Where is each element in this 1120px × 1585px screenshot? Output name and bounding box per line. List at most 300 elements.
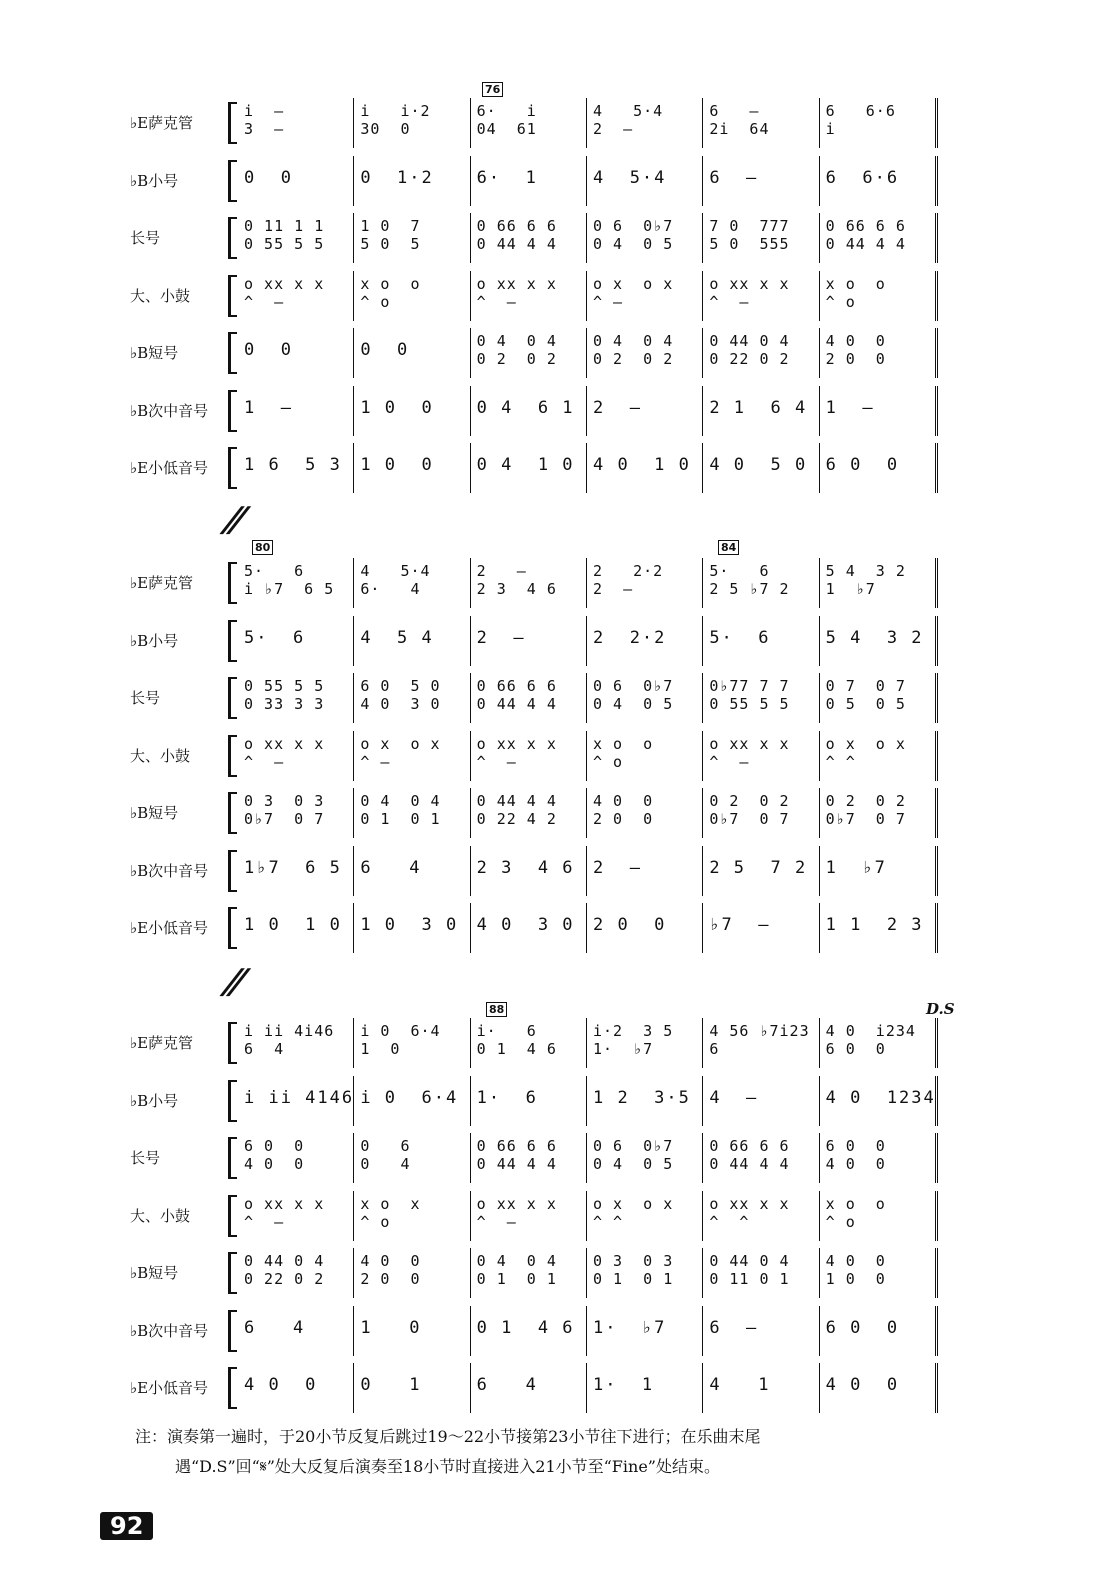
stave-bracket: [228, 792, 237, 834]
instrument-label: ♭E萨克管: [130, 574, 194, 592]
notation-lower: 04 61: [476, 120, 537, 138]
measure: [703, 386, 819, 436]
notation-upper: 0 66 6 6: [476, 677, 557, 695]
measure: [238, 1076, 354, 1126]
measure: [587, 156, 703, 206]
notation-upper: 0 6 0♭7: [592, 1137, 674, 1155]
measure-row: [238, 386, 938, 436]
measure: [238, 328, 354, 378]
stave-bracket: [228, 1195, 237, 1237]
measure: [354, 443, 470, 493]
stave-tuba: [120, 443, 950, 493]
stave-bracket: [228, 102, 237, 144]
measure: [238, 673, 354, 723]
notation-upper: 0 66 6 6: [709, 1137, 790, 1155]
notation-lower: 6: [709, 1040, 720, 1058]
measure: [820, 903, 938, 953]
measure: [587, 1306, 703, 1356]
measure: [354, 616, 470, 666]
measure: [471, 1363, 587, 1413]
measure: [587, 386, 703, 436]
notation: ♭7 –: [709, 915, 771, 935]
measure: [587, 558, 703, 608]
stave-baritone: [120, 846, 950, 896]
measure: [587, 1133, 703, 1183]
notation-lower: 0♭7 0 7: [244, 810, 325, 828]
stave-bracket: [228, 1310, 237, 1352]
instrument-label: ♭B小号: [130, 631, 179, 650]
measure: [703, 1076, 819, 1126]
measure: [354, 213, 470, 263]
measure-row: [238, 1133, 938, 1183]
notation: 6 6·6: [825, 167, 900, 188]
notation: 1 0 0: [360, 397, 434, 418]
notation-upper: i·2 3 5: [592, 1022, 674, 1040]
notation-upper: 0 3 0 3: [592, 1252, 674, 1270]
stave-cornet: [120, 328, 950, 378]
stave-bracket: [228, 447, 237, 489]
measure: [703, 443, 819, 493]
measure: [354, 846, 470, 896]
notation-upper: o xx x x: [244, 274, 325, 293]
notation-upper: i ii 4i46: [244, 1022, 335, 1040]
measure-row: [238, 616, 938, 666]
notation-upper: x o o: [360, 274, 421, 293]
measure: [820, 213, 938, 263]
measure: [354, 558, 470, 608]
notation-lower: ^ –: [244, 752, 285, 771]
notation-lower: 0 1 0 1: [476, 1270, 557, 1288]
measure: [471, 386, 587, 436]
measure: [587, 443, 703, 493]
measure: [703, 1363, 819, 1413]
notation-upper: 4 56 ♭7i23: [709, 1022, 810, 1040]
notation-upper: 5· 6: [709, 562, 770, 580]
notation-lower: 0 44 4 4: [476, 1155, 557, 1173]
measure: [238, 1248, 354, 1298]
measure-row: [238, 98, 938, 148]
notation-upper: 4 0 0: [825, 1252, 886, 1270]
notation-lower: 0 1 0 1: [592, 1270, 674, 1288]
stave-bracket: [228, 1080, 237, 1122]
stave-baritone: [120, 386, 950, 436]
notation-lower: 5 0 5: [360, 235, 421, 253]
instrument-label: 大、小鼓: [130, 746, 191, 765]
measure: [471, 1076, 587, 1126]
notation: 6· 1: [476, 167, 538, 188]
measure: [820, 1076, 938, 1126]
instrument-label: 长号: [130, 1149, 161, 1167]
notation-upper: 0 6 0♭7: [592, 217, 674, 235]
measure: [354, 328, 470, 378]
notation: 2 5 7 2: [709, 857, 808, 878]
measure: [354, 1191, 470, 1241]
instrument-label: ♭E萨克管: [130, 1034, 194, 1052]
notation: 1 –: [825, 397, 875, 418]
score-system-2: [120, 540, 950, 960]
measure: [238, 788, 354, 838]
measure: [471, 788, 587, 838]
notation-lower: 0 44 4 4: [476, 235, 557, 253]
notation-upper: 0 11 1 1: [244, 217, 325, 235]
stave-trombone: [120, 1133, 950, 1183]
notation-upper: o xx x x: [476, 274, 557, 293]
notation: 5· 6: [244, 627, 306, 648]
notation-lower: ^ –: [244, 1212, 285, 1231]
measure: [703, 1018, 819, 1068]
notation: 4 0 1234: [825, 1087, 936, 1108]
measure: [587, 903, 703, 953]
notation-upper: i i·2: [360, 102, 431, 120]
measure: [471, 903, 587, 953]
measure: [238, 903, 354, 953]
notation-lower: 0 44 4 4: [709, 1155, 790, 1173]
notation-upper: o x o x: [825, 734, 906, 753]
stave-bracket: [228, 620, 237, 662]
measure: [587, 213, 703, 263]
notation-lower: ^ o: [592, 752, 624, 771]
notation-upper: o x o x: [360, 734, 441, 753]
notation-lower: 4 0 3 0: [360, 695, 441, 713]
measure: [471, 156, 587, 206]
notation-upper: 4 5·4: [592, 102, 664, 120]
notation-upper: i –: [244, 102, 285, 120]
notation-upper: o xx x x: [709, 1194, 790, 1213]
measure: [238, 1018, 354, 1068]
notation-lower: 2i 64: [709, 120, 770, 138]
notation: 4 5·4: [592, 167, 667, 188]
measure: [820, 1248, 938, 1298]
notation: 4 1: [709, 1375, 771, 1395]
measure: [587, 1018, 703, 1068]
notation: 1 0 3 0: [360, 915, 459, 935]
measure: [354, 788, 470, 838]
notation-upper: 0 4 0 4: [476, 332, 557, 350]
stave-bracket: [228, 1137, 237, 1179]
stave-drums: [120, 731, 950, 781]
notation-upper: 4 0 i234: [825, 1022, 916, 1040]
stave-trombone: [120, 213, 950, 263]
measure: [703, 788, 819, 838]
measure: [587, 731, 703, 781]
notation-upper: x o o: [825, 274, 886, 293]
notation: 1 0: [360, 1317, 422, 1338]
notation: 6 4: [476, 1375, 538, 1395]
measure: [471, 1191, 587, 1241]
measure: [238, 386, 354, 436]
measure: [238, 213, 354, 263]
notation: 1♭7 6 5: [244, 857, 342, 878]
notation-lower: 3 –: [244, 120, 285, 138]
notation-upper: o xx x x: [709, 734, 790, 753]
notation-lower: 6 4: [244, 1040, 285, 1058]
notation: 1· ♭7: [592, 1317, 667, 1338]
measure: [703, 1248, 819, 1298]
measure-row: [238, 213, 938, 263]
notation-upper: i· 6: [476, 1022, 537, 1040]
notation-upper: 0 44 0 4: [709, 332, 790, 350]
measure: [354, 271, 470, 321]
notation-upper: o xx x x: [476, 734, 557, 753]
measure: [354, 1018, 470, 1068]
notation-lower: 2 3 4 6: [476, 580, 557, 598]
notation-upper: 1 0 7: [360, 217, 421, 235]
notation-lower: i ♭7 6 5: [244, 580, 335, 598]
instrument-label: ♭B小号: [130, 171, 179, 190]
measure: [587, 1191, 703, 1241]
notation-upper: 0 3 0 3: [244, 792, 325, 810]
notation-upper: x o o: [825, 1194, 886, 1213]
notation-lower: ^ –: [360, 752, 391, 771]
notation-upper: 0 6: [360, 1137, 411, 1155]
measure: [587, 673, 703, 723]
notation-lower: i: [825, 120, 836, 138]
measure: [587, 616, 703, 666]
measure-row: [238, 903, 938, 953]
notation-upper: 6 6·6: [825, 102, 896, 120]
notation-upper: 5· 6: [244, 562, 305, 580]
rehearsal-mark: 80: [252, 540, 273, 555]
notation: 6 –: [709, 167, 759, 188]
notation-lower: 0♭7 0 7: [825, 810, 906, 828]
measure: [354, 673, 470, 723]
notation: 0 4 6 1: [476, 397, 575, 418]
notation-upper: o xx x x: [244, 734, 325, 753]
stave-bracket: [228, 1367, 237, 1409]
measure: [703, 558, 819, 608]
measure: [238, 616, 354, 666]
stave-bracket: [228, 562, 237, 604]
notation-lower: 0 4: [360, 1155, 411, 1173]
instrument-label: ♭B短号: [130, 344, 179, 362]
measure: [471, 271, 587, 321]
notation: 6 4: [244, 1317, 306, 1338]
measure: [354, 386, 470, 436]
measure: [820, 616, 938, 666]
notation-lower: 5 0 555: [709, 235, 790, 253]
stave-bracket: [228, 1022, 237, 1064]
notation-lower: 0 44 4 4: [476, 695, 557, 713]
notation: i 0 6·4: [360, 1087, 459, 1108]
measure: [238, 1133, 354, 1183]
notation-upper: 0 4 0 4: [360, 792, 441, 810]
notation-upper: 0 7 0 7: [825, 677, 906, 695]
notation: 4 –: [709, 1087, 759, 1108]
measure-row: [238, 788, 938, 838]
notation: 2 3 4 6: [476, 857, 575, 878]
notation: 0 0: [244, 340, 293, 360]
measure: [820, 156, 938, 206]
measure-row: [238, 1306, 938, 1356]
notation-upper: o x o x: [592, 1194, 674, 1213]
measure-row: [238, 558, 938, 608]
notation: 6 0 0: [825, 1317, 900, 1338]
stave-trombone: [120, 673, 950, 723]
measure: [587, 328, 703, 378]
measure: [354, 731, 470, 781]
measure: [703, 1133, 819, 1183]
measure-row: [238, 1191, 938, 1241]
measure: [703, 213, 819, 263]
measure: [587, 846, 703, 896]
measure: [587, 1363, 703, 1413]
measure: [820, 673, 938, 723]
measure: [471, 846, 587, 896]
measure-row: [238, 1076, 938, 1126]
instrument-label: 长号: [130, 689, 161, 707]
notation-lower: 0 33 3 3: [244, 695, 325, 713]
notation: 5· 6: [709, 627, 771, 648]
measure: [238, 98, 354, 148]
notation-upper: 0 66 6 6: [476, 1137, 557, 1155]
measure: [354, 1306, 470, 1356]
notation: 1 6 5 3: [244, 455, 342, 475]
notation: 6 –: [709, 1317, 759, 1338]
notation: 2 1 6 4: [709, 397, 808, 418]
rehearsal-mark: 88: [486, 1002, 507, 1017]
notation: 4 0 0: [244, 1375, 318, 1395]
stave-baritone: [120, 1306, 950, 1356]
notation-lower: 30 0: [360, 120, 411, 138]
notation-lower: ^ o: [825, 292, 856, 311]
notation: 4 0 1 0: [592, 455, 691, 475]
notation-lower: ^ ^: [592, 1212, 624, 1231]
notation-upper: x o o: [592, 734, 654, 753]
notation: 4 5 4: [360, 627, 434, 648]
notation-lower: 0 4 0 5: [592, 1155, 674, 1173]
measure: [354, 98, 470, 148]
measure: [354, 1076, 470, 1126]
notation-lower: 0 22 0 2: [244, 1270, 325, 1288]
notation: 1 0 0: [360, 455, 434, 475]
measure: [354, 156, 470, 206]
stave-bracket: [228, 160, 237, 202]
measure: [471, 558, 587, 608]
measure: [238, 1363, 354, 1413]
measure: [820, 731, 938, 781]
measure: [471, 1018, 587, 1068]
measure: [703, 846, 819, 896]
notation: 1· 6: [476, 1087, 538, 1108]
measure: [703, 98, 819, 148]
stave-bracket: [228, 1252, 237, 1294]
notation-lower: ^ –: [476, 1212, 517, 1231]
notation-lower: 2 0 0: [592, 810, 654, 828]
measure: [820, 1018, 938, 1068]
notation-lower: 0 11 0 1: [709, 1270, 790, 1288]
notation-upper: o xx x x: [244, 1194, 325, 1213]
notation-lower: 0 55 5 5: [244, 235, 325, 253]
instrument-label: ♭E小低音号: [130, 1379, 209, 1397]
notation: 1· 1: [592, 1375, 655, 1395]
measure: [238, 156, 354, 206]
measure: [820, 846, 938, 896]
measure: [238, 846, 354, 896]
stave-sax: [120, 98, 950, 148]
measure: [238, 1191, 354, 1241]
notation-upper: 0 66 6 6: [825, 217, 906, 235]
measure: [820, 271, 938, 321]
rehearsal-mark: 84: [718, 540, 739, 555]
notation: 1 –: [244, 397, 293, 418]
measure: [354, 1248, 470, 1298]
measure: [471, 98, 587, 148]
measure: [238, 558, 354, 608]
notation-lower: 1 0: [360, 1040, 401, 1058]
stave-bracket: [228, 907, 237, 949]
stave-sax: [120, 558, 950, 608]
notation-lower: 6 0 0: [825, 1040, 886, 1058]
measure: [820, 386, 938, 436]
instrument-label: ♭E小低音号: [130, 919, 209, 937]
notation: 2 –: [592, 397, 642, 418]
notation-lower: 0 2 0 2: [592, 350, 674, 368]
measure: [354, 1363, 470, 1413]
instrument-label: 大、小鼓: [130, 286, 191, 305]
measure: [820, 98, 938, 148]
stave-sax: [120, 1018, 950, 1068]
notation: 6 4: [360, 857, 422, 878]
notation-lower: 0 22 4 2: [476, 810, 557, 828]
segno-sign: //: [216, 500, 249, 540]
notation-upper: 2 –: [476, 562, 527, 580]
notation-upper: 4 0 0: [360, 1252, 421, 1270]
notation-upper: 5 4 3 2: [825, 562, 906, 580]
page-number: 92: [100, 1512, 153, 1540]
notation-lower: 2 5 ♭7 2: [709, 580, 790, 598]
notation-lower: 0 4 0 5: [592, 235, 674, 253]
notation-upper: 4 0 0: [592, 792, 654, 810]
measure: [703, 1306, 819, 1356]
notation-lower: 1 0 0: [825, 1270, 886, 1288]
performance-note: [135, 1422, 955, 1482]
notation-lower: 0 5 0 5: [825, 695, 906, 713]
notation: 1 0 1 0: [244, 915, 342, 935]
measure: [238, 271, 354, 321]
notation-lower: 0 22 0 2: [709, 350, 790, 368]
measure: [820, 1133, 938, 1183]
measure: [703, 156, 819, 206]
instrument-label: ♭B次中音号: [130, 1321, 209, 1340]
notation: 2 0 0: [592, 915, 667, 935]
notation-upper: 4 5·4: [360, 562, 431, 580]
notation: 2 –: [592, 857, 642, 878]
notation-lower: ^ o: [825, 1212, 856, 1231]
measure: [820, 558, 938, 608]
notation-lower: 2 –: [592, 580, 634, 598]
notation-lower: ^ ^: [709, 1212, 750, 1231]
notation: 0 1·2: [360, 167, 434, 188]
stave-cornet: [120, 788, 950, 838]
notation: 1 ♭7: [825, 857, 887, 878]
notation-upper: x o x: [360, 1194, 421, 1213]
measure: [703, 271, 819, 321]
note-line-2: 遇“D.S”回“𝄋”处大反复后演奏至18小节时直接进入21小节至“Fine”处结束。: [175, 1457, 720, 1476]
notation: 1 2 3·5: [592, 1087, 691, 1108]
notation-lower: 2 –: [592, 120, 634, 138]
measure: [471, 328, 587, 378]
notation-lower: 0 2 0 2: [476, 350, 557, 368]
notation-lower: ^ –: [476, 752, 517, 771]
notation-upper: 0 2 0 2: [825, 792, 906, 810]
measure: [471, 443, 587, 493]
stave-tuba: [120, 1363, 950, 1413]
measure: [820, 1306, 938, 1356]
rehearsal-mark: 76: [482, 82, 503, 97]
notation: i ii 4146: [244, 1087, 355, 1108]
measure: [703, 616, 819, 666]
notation-lower: 4 0 0: [825, 1155, 886, 1173]
